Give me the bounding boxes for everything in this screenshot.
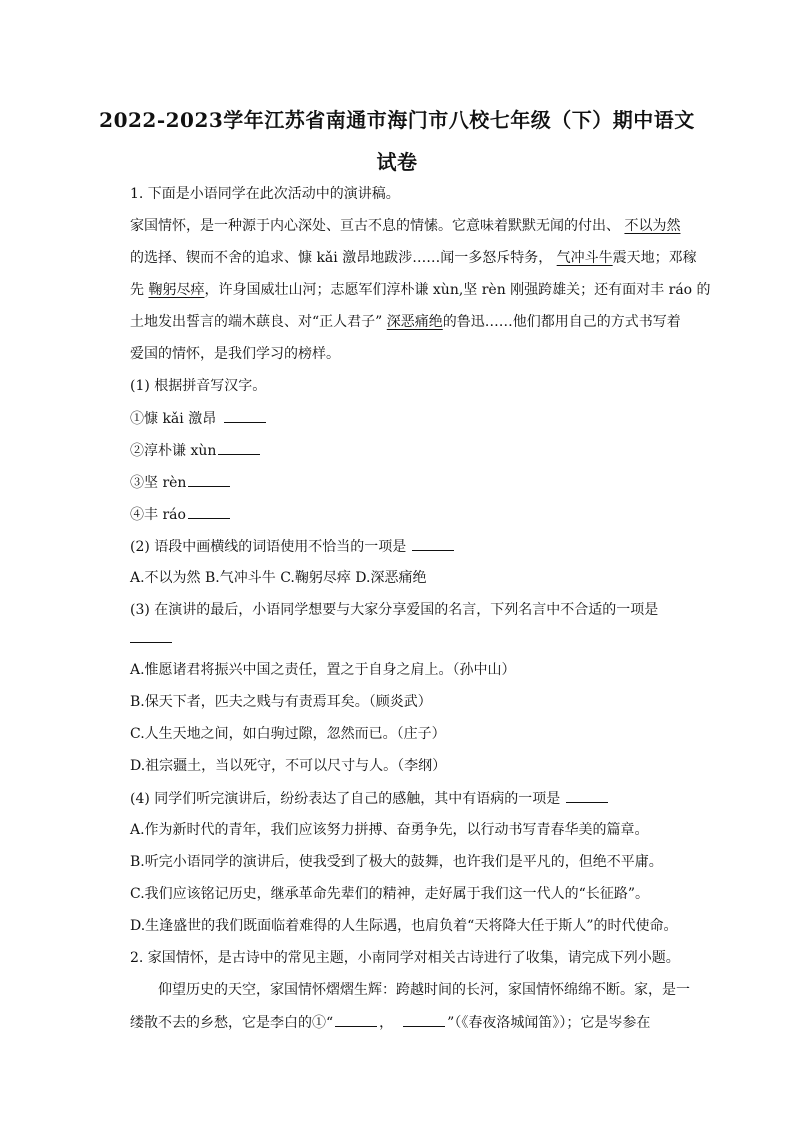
sub4-option-c: C.我们应该铭记历史，继承革命先辈们的精神，走好属于我们这一代人的“长征路”。 (130, 886, 649, 902)
sub1-item-label: ③坚 rèn (130, 475, 187, 491)
underlined-term-1: 不以为然 (624, 218, 681, 234)
sub2-stem-text: (2) 语段中画横线的词语使用不恰当的一项是 (130, 539, 407, 555)
sub4-stem-text: (4) 同学们听完演讲后，纷纷表达了自己的感触，其中有语病的一项是 (130, 791, 561, 807)
passage-text: 的选择、锲而不舍的追求、慷 kǎi 激昂地跋涉……闻一多怒斥特务， (130, 250, 557, 266)
sub3-option-d: D.祖宗疆土，当以死守，不可以尺寸与人。（李纲） (130, 758, 447, 774)
q2-intro-separator: ， (379, 1015, 394, 1031)
sub1-item (130, 440, 262, 461)
sub3-option-b: B.保天下者，匹夫之贱与有责焉耳矣。（顾炎武） (130, 694, 432, 710)
passage-text: 先 (130, 282, 149, 298)
answer-blank[interactable] (335, 1012, 377, 1027)
sub3-blank-line (130, 628, 174, 649)
q2-intro-line-2 (130, 1012, 650, 1033)
underlined-term-2: 气冲斗牛 (556, 250, 613, 266)
sub1-item (130, 504, 232, 525)
answer-blank[interactable] (218, 440, 260, 455)
passage-line-5: 爱国的情怀，是我们学习的榜样。 (130, 346, 340, 362)
exam-title-line2: 试卷 (376, 150, 418, 174)
passage-line-1 (130, 216, 680, 236)
question-1-stem: 1. 下面是小语同学在此次活动中的演讲稿。 (130, 186, 400, 202)
sub1-stem: (1) 根据拼音写汉字。 (130, 378, 267, 394)
passage-text: 土地发出誓言的端木蕻良、对“正人君子” (130, 314, 387, 330)
sub4-option-a: A.作为新时代的青年，我们应该努力拼搏、奋勇争先，以行动书写青春华美的篇章。 (130, 822, 649, 838)
sub3-option-a: A.惟愿诸君将振兴中国之责任，置之于自身之肩上。（孙中山） (130, 662, 516, 678)
exam-title-line1: 2022-2023学年江苏省南通市海门市八校七年级（下）期中语文 (99, 108, 695, 132)
sub4-option-b: B.听完小语同学的演讲后，使我受到了极大的鼓舞，也许我们是平凡的，但绝不平庸。 (130, 854, 663, 870)
answer-blank[interactable] (412, 536, 454, 551)
sub1-item-label: ④丰 ráo (130, 507, 186, 523)
q2-intro-text: ”（《春夜洛城闻笛》）；它是岑参在 (447, 1015, 651, 1031)
sub2-options: A.不以为然 B.气冲斗牛 C.鞠躬尽瘁 D.深恶痛绝 (130, 570, 427, 586)
sub4-stem (130, 788, 610, 809)
answer-blank[interactable] (130, 628, 172, 643)
sub3-stem: (3) 在演讲的最后，小语同学想要与大家分享爱国的名言，下列名言中不合适的一项是 (130, 602, 659, 618)
passage-line-4 (130, 312, 681, 332)
passage-text: ，许身国威壮山河；志愿军们淳朴谦 xùn,坚 rèn 刚强跨雄关；还有面对丰 ráo 的 (204, 282, 711, 298)
q2-intro-text: 缕散不去的乡愁，它是李白的①“ (130, 1015, 334, 1031)
underlined-term-4: 深恶痛绝 (386, 314, 443, 330)
sub2-stem (130, 536, 456, 557)
sub1-item (130, 408, 268, 429)
underlined-term-3: 鞠躬尽瘁 (148, 282, 205, 298)
answer-blank[interactable] (224, 408, 266, 423)
sub1-item (130, 472, 232, 493)
sub1-item-label: ②淳朴谦 xùn (130, 443, 217, 459)
passage-line-3 (130, 280, 711, 300)
q2-intro-line-1: 仰望历史的天空，家国情怀熠熠生辉：跨越时间的长河，家国情怀绵绵不断。家，是一 (158, 982, 690, 998)
sub1-item-label: ①慷 kǎi 激昂 (130, 411, 217, 427)
passage-line-2 (130, 248, 697, 268)
answer-blank[interactable] (188, 472, 230, 487)
passage-text: 震天地；邓稼 (612, 250, 697, 266)
answer-blank[interactable] (566, 788, 608, 803)
passage-text: 家国情怀，是一种源于内心深处、亘古不息的情愫。它意味着默默无闻的付出、 (130, 218, 625, 234)
answer-blank[interactable] (188, 504, 230, 519)
sub3-option-c: C.人生天地之间，如白驹过隙，忽然而已。（庄子） (130, 726, 446, 742)
answer-blank[interactable] (403, 1012, 445, 1027)
question-2-stem: 2. 家国情怀，是古诗中的常见主题，小南同学对相关古诗进行了收集，请完成下列小题。 (130, 950, 680, 966)
sub4-option-d: D.生逢盛世的我们既面临着难得的人生际遇，也肩负着“天将降大任于斯人”的时代使命。 (130, 918, 678, 934)
passage-text: 的鲁迅……他们都用自己的方式书写着 (442, 314, 681, 330)
